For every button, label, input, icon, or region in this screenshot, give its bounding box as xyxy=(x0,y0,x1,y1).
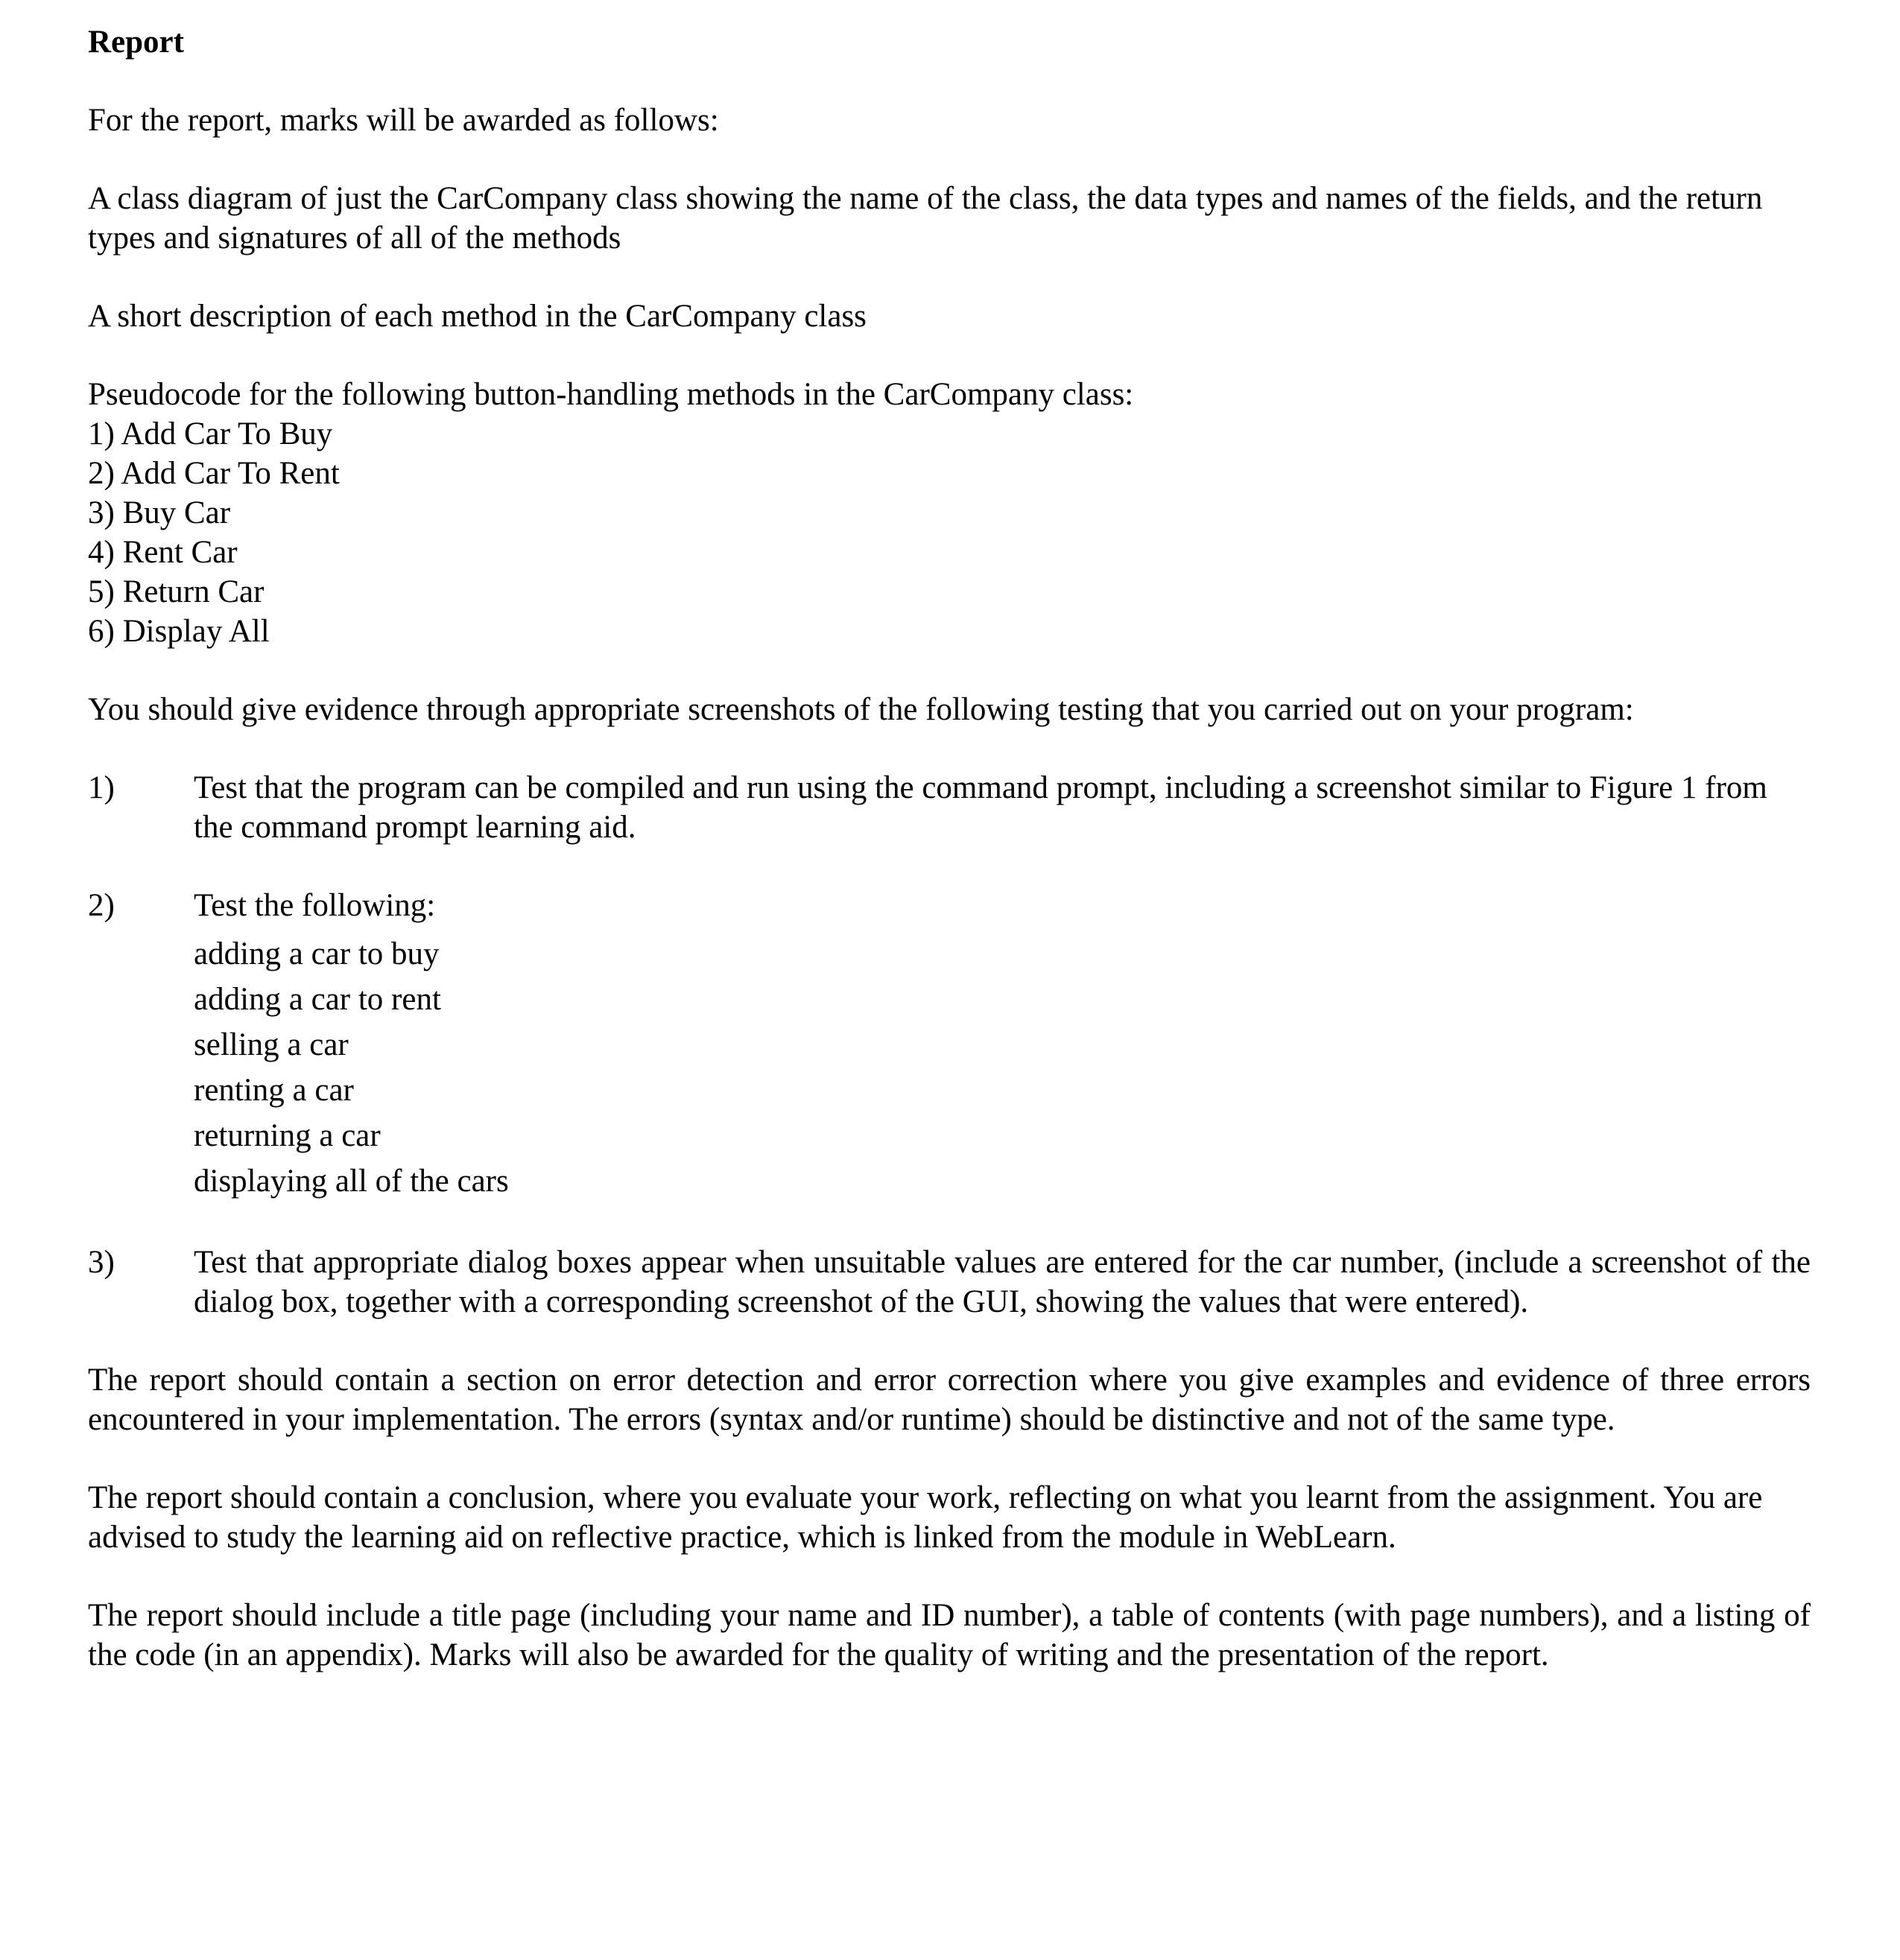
list-item: adding a car to buy xyxy=(194,936,440,971)
conclusion-paragraph: The report should contain a conclusion, where you evaluate your work, reflecting on what you learnt from the assignment. You are advised to study the learning aid on reflective practice, which is linked from the module in WebLearn. xyxy=(88,1480,1763,1555)
test-text: Test that the program can be compiled and run using the command prompt, including a screenshot similar to Figure 1 from the command prompt learning aid. xyxy=(194,770,1767,845)
test-text: Test that appropriate dialog boxes appear when unsuitable values are entered for the car number, (include a screenshot of the dialog box, together with a corresponding screenshot of the GUI, showing the values that were entered). xyxy=(194,1245,1811,1319)
intro-paragraph: For the report, marks will be awarded as follows: xyxy=(88,103,719,138)
list-item: 4) Rent Car xyxy=(88,535,238,570)
test-item-1 xyxy=(88,768,1811,847)
list-item: 5) Return Car xyxy=(88,574,265,609)
test-number: 2) xyxy=(88,888,115,923)
document-page xyxy=(88,22,1811,1675)
list-item: 6) Display All xyxy=(88,614,270,649)
list-item: returning a car xyxy=(194,1118,381,1153)
report-heading: Report xyxy=(88,25,184,60)
test-item-2 xyxy=(88,886,1811,1204)
list-item: 2) Add Car To Rent xyxy=(88,456,340,491)
test-number: 3) xyxy=(88,1245,115,1280)
list-item: renting a car xyxy=(194,1073,354,1108)
test-item-3 xyxy=(88,1243,1811,1322)
test-body xyxy=(194,886,1811,1204)
error-section-paragraph: The report should contain a section on error detection and error correction where you give examples and evidence of three errors encountered in your implementation. The errors (syntax and/or runtime) should be distinctive and not of the same type. xyxy=(88,1363,1811,1437)
method-description-paragraph: A short description of each method in the CarCompany class xyxy=(88,299,867,334)
class-diagram-paragraph: A class diagram of just the CarCompany class showing the name of the class, the data types and names of the fields, and the return types and signatures of all of the methods xyxy=(88,181,1763,256)
list-item: selling a car xyxy=(194,1027,349,1062)
test-subitems xyxy=(194,931,1811,1204)
list-item: 1) Add Car To Buy xyxy=(88,416,333,451)
title-page-paragraph: The report should include a title page (including your name and ID number), a table of contents (with page numbers), and a listing of the code (in an appendix). Marks will also be awarded for the quality of writing and the presentation of the report. xyxy=(88,1598,1811,1672)
test-number: 1) xyxy=(88,770,115,805)
test-text: Test the following: xyxy=(194,888,436,923)
list-item: displaying all of the cars xyxy=(194,1164,509,1199)
list-item: 3) Buy Car xyxy=(88,495,231,530)
pseudocode-list xyxy=(88,414,1811,651)
testing-intro: You should give evidence through appropriate screenshots of the following testing that you carried out on your program: xyxy=(88,692,1634,727)
pseudocode-intro: Pseudocode for the following button-handling methods in the CarCompany class: xyxy=(88,377,1134,412)
list-item: adding a car to rent xyxy=(194,982,441,1017)
